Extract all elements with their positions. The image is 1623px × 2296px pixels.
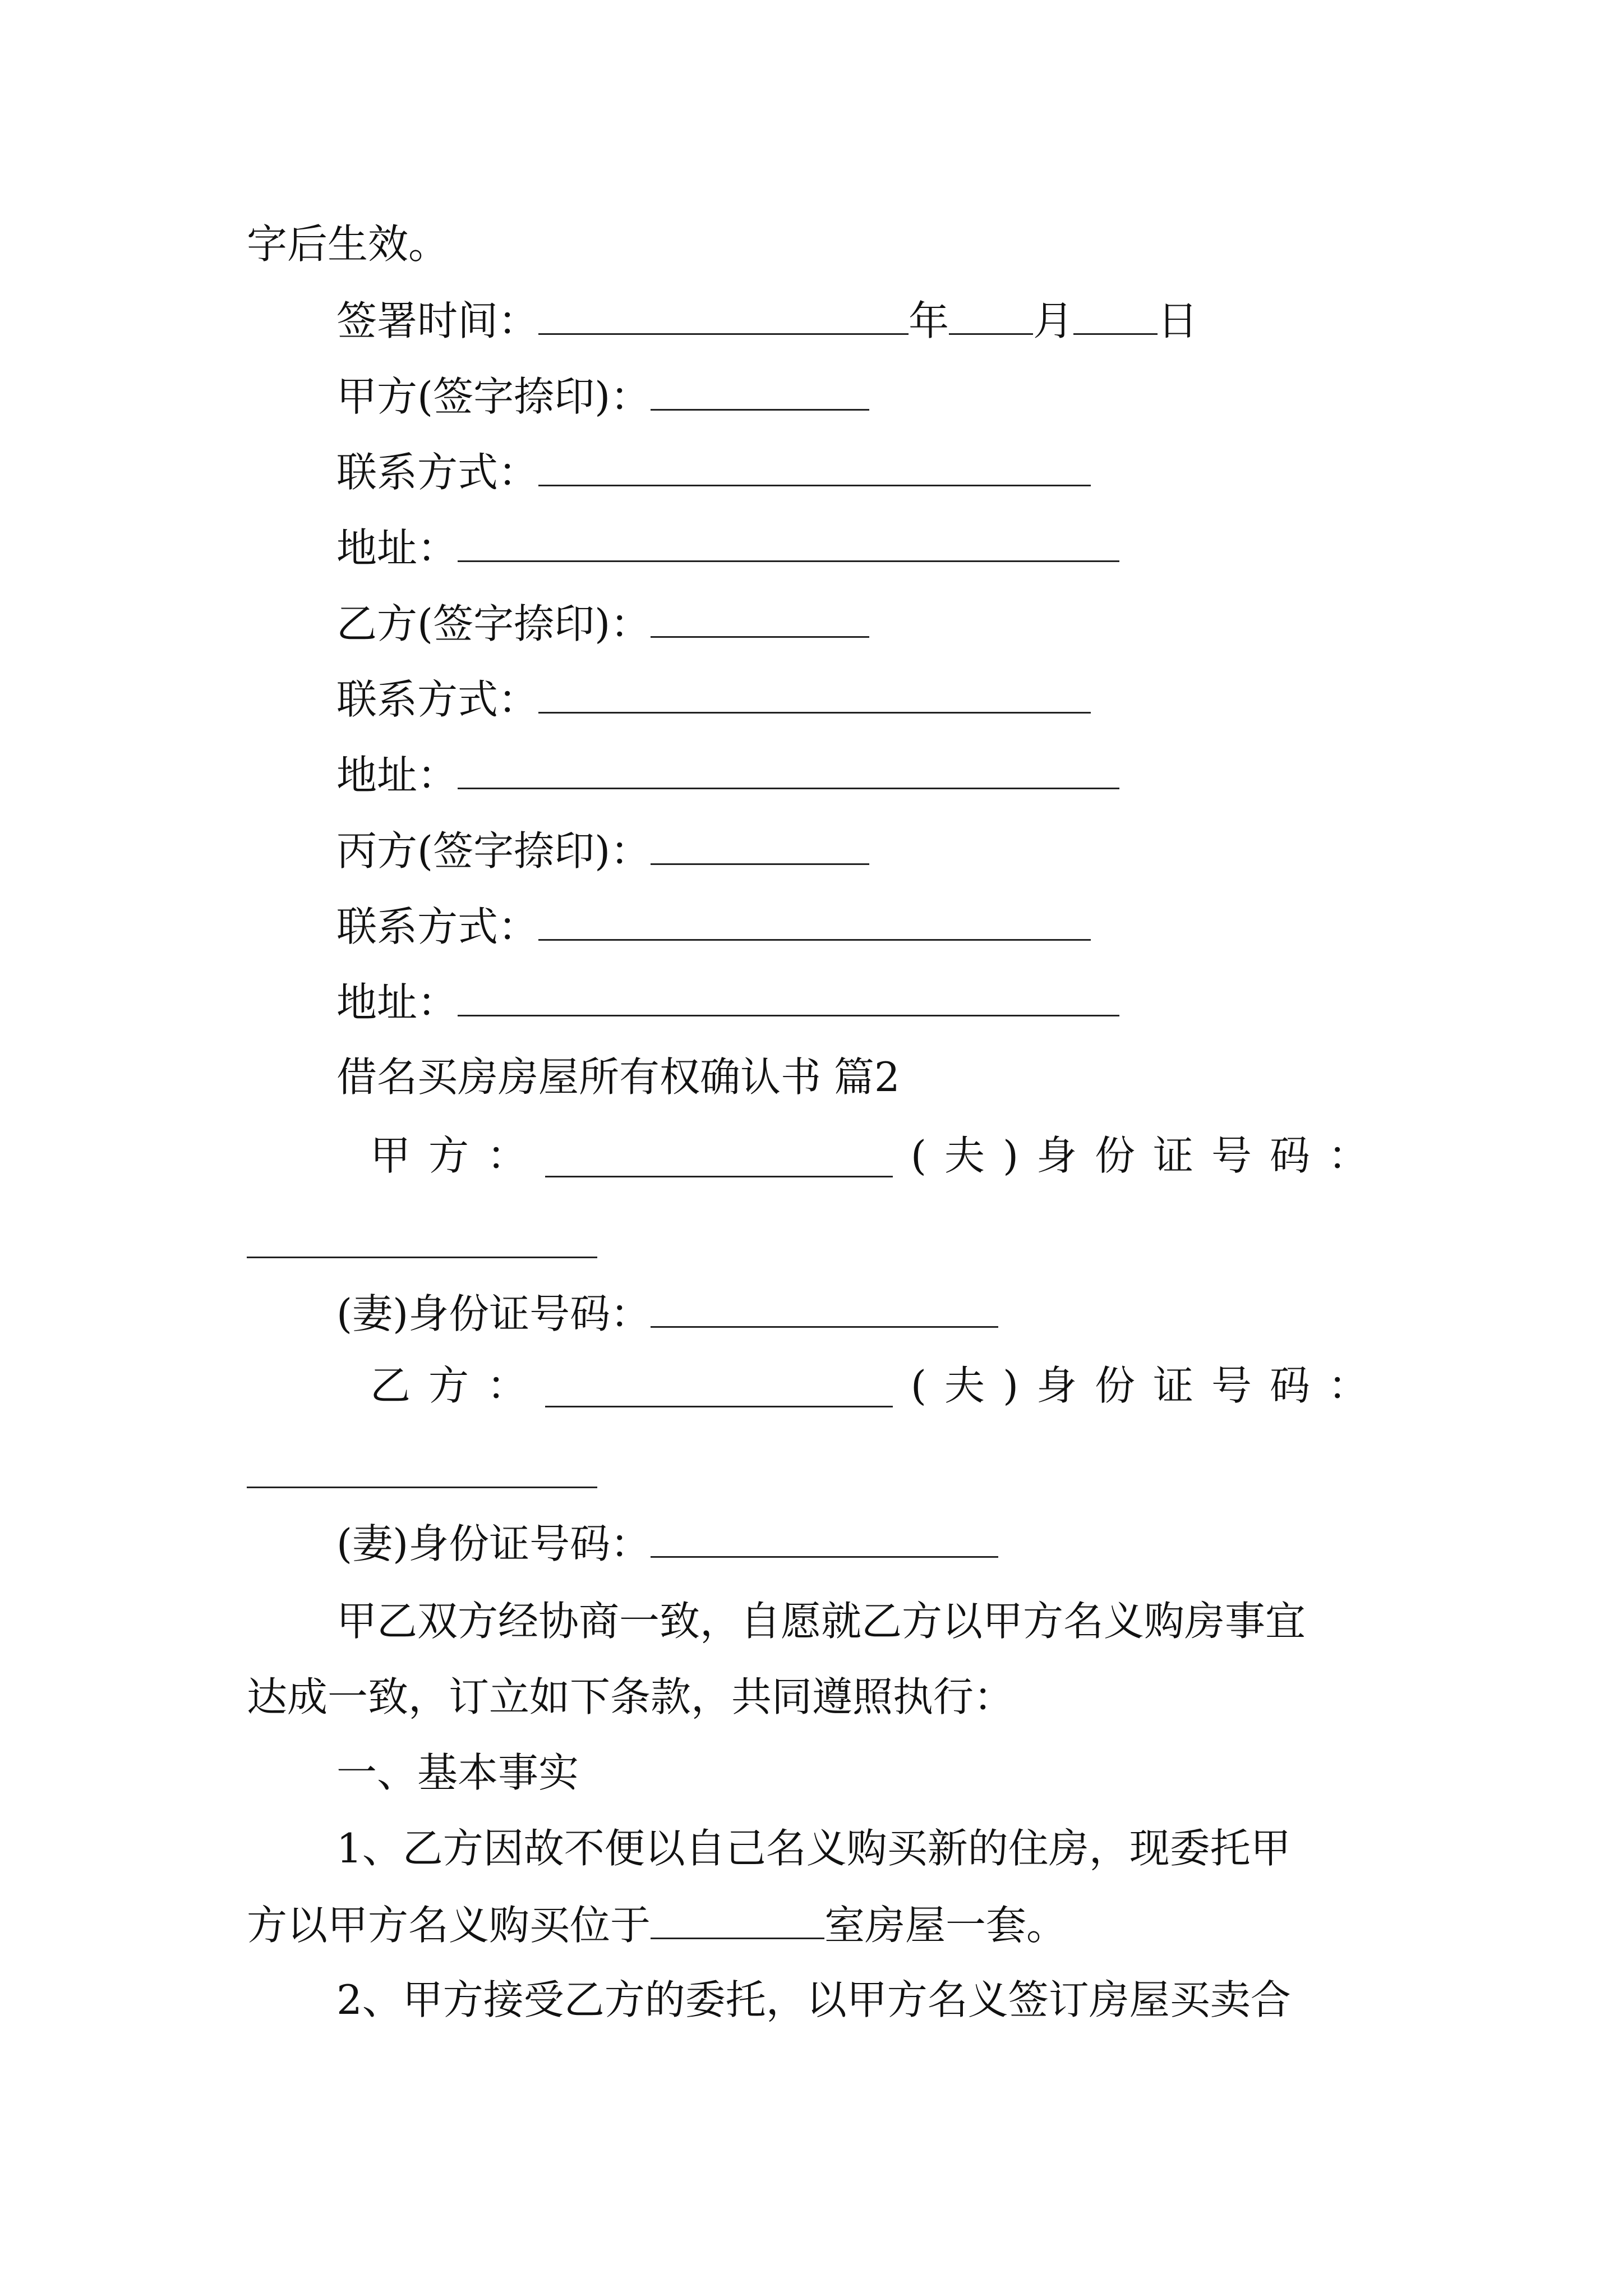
party-c-sign-line (336, 822, 869, 879)
char: 证 (1153, 1362, 1194, 1409)
party-a-sign-line (336, 367, 869, 425)
clause-heading (336, 1745, 579, 1801)
party-b-wife-id-line (336, 1515, 998, 1572)
char: ) (1002, 1362, 1019, 1409)
char: 证 (1153, 1132, 1194, 1179)
party-b-address-blank[interactable] (458, 746, 1119, 789)
party-b-sign-line (336, 595, 869, 652)
line-text: 1、乙方因故不便以自己名义购买新的住房，现委托甲 (336, 1825, 1291, 1872)
char: 夫 (944, 1132, 985, 1179)
party-a-sign-label: 甲方(签字捺印)： (336, 373, 651, 420)
char: 夫 (944, 1362, 985, 1409)
party-a-address-blank[interactable] (458, 519, 1119, 562)
char: 方 (428, 1132, 469, 1179)
char: 份 (1095, 1132, 1136, 1179)
party-a-husband-id-blank[interactable] (247, 1257, 597, 1258)
line-text: 方以甲方名义购买位于 (247, 1902, 651, 1949)
address-label: 地址： (336, 524, 458, 572)
party-a-sign-blank[interactable] (651, 367, 869, 411)
party-a-contact-line (336, 443, 1091, 500)
party-b-address-line (336, 746, 1119, 803)
address-label: 地址： (336, 752, 458, 799)
party-b-contact-blank[interactable] (538, 670, 1091, 714)
section-heading-text: 借名买房房屋所有权确认书 篇2 (336, 1053, 900, 1101)
line-text: 室房屋一套。 (824, 1902, 1067, 1949)
party-a-address-line (336, 519, 1119, 576)
char: 号 (1211, 1362, 1252, 1409)
wife-id-label: (妻)身份证号码： (336, 1290, 651, 1337)
party-c-sign-blank[interactable] (651, 822, 869, 865)
party-b-wife-id-blank[interactable] (651, 1515, 998, 1558)
party-a-wife-id-blank[interactable] (651, 1285, 998, 1328)
char: 码 (1269, 1132, 1310, 1179)
paragraph-line (336, 1820, 1291, 1876)
line-text: 2、甲方接受乙方的委托，以甲方名义签订房屋买卖合 (336, 1976, 1291, 2023)
party-b-sign-blank[interactable] (651, 595, 869, 638)
paragraph-line (247, 1896, 1067, 1953)
contact-label: 联系方式： (336, 676, 539, 723)
party-b-contact-line (336, 670, 1091, 728)
char: ： (1327, 1362, 1368, 1409)
line-text: 达成一致，订立如下条款，共同遵照执行： (247, 1673, 1015, 1720)
char: ) (1002, 1132, 1019, 1179)
char: 方 (428, 1362, 469, 1409)
date-year-blank[interactable] (538, 292, 909, 335)
party-a-contact-blank[interactable] (538, 443, 1091, 486)
char: 身 (1036, 1132, 1077, 1179)
paragraph-line (336, 1593, 1306, 1649)
line-text: 甲乙双方经协商一致，自愿就乙方以甲方名义购房事宜 (336, 1598, 1306, 1645)
party-b-husband-id-blank[interactable] (247, 1487, 597, 1488)
contact-label: 联系方式： (336, 449, 539, 496)
date-month-blank[interactable] (949, 292, 1033, 335)
char: ： (486, 1362, 527, 1409)
date-day-blank[interactable] (1073, 292, 1158, 335)
party-c-contact-line (336, 898, 1091, 955)
paragraph-line (247, 1669, 1014, 1725)
char: 号 (1211, 1132, 1252, 1179)
line-text: 字后生效。 (247, 220, 449, 268)
year-label: 年 (909, 297, 949, 344)
wife-id-label: (妻)身份证号码： (336, 1520, 651, 1567)
party-c-address-line (336, 973, 1119, 1030)
char: 份 (1095, 1362, 1136, 1409)
address-label: 地址： (336, 979, 458, 1026)
char: ( (910, 1132, 927, 1179)
property-location-blank[interactable] (651, 1896, 824, 1939)
party-b-id-line (370, 1358, 1368, 1414)
char: ( (910, 1362, 927, 1409)
signing-date-line (336, 292, 1198, 349)
month-label: 月 (1033, 297, 1074, 344)
party-a-wife-id-line (336, 1285, 998, 1342)
text-line (247, 216, 449, 272)
signing-date-label: 签署时间： (336, 297, 539, 344)
section-heading (336, 1049, 900, 1105)
char: 乙 (370, 1362, 411, 1409)
party-b-sign-label: 乙方(签字捺印)： (336, 600, 651, 647)
contact-label: 联系方式： (336, 903, 539, 950)
char: 甲 (370, 1132, 411, 1179)
party-c-address-blank[interactable] (458, 973, 1119, 1016)
char: ： (486, 1132, 527, 1179)
party-a-name-blank[interactable] (545, 1134, 893, 1177)
char: 码 (1269, 1362, 1310, 1409)
paragraph-line (336, 1972, 1291, 2028)
char: 身 (1036, 1362, 1077, 1409)
party-a-id-line (370, 1128, 1368, 1184)
clause-heading-text: 一、基本事实 (336, 1749, 579, 1796)
char: ： (1327, 1132, 1368, 1179)
party-c-sign-label: 丙方(签字捺印)： (336, 827, 651, 875)
day-label: 日 (1158, 297, 1198, 344)
party-b-name-blank[interactable] (545, 1364, 893, 1407)
party-c-contact-blank[interactable] (538, 898, 1091, 941)
